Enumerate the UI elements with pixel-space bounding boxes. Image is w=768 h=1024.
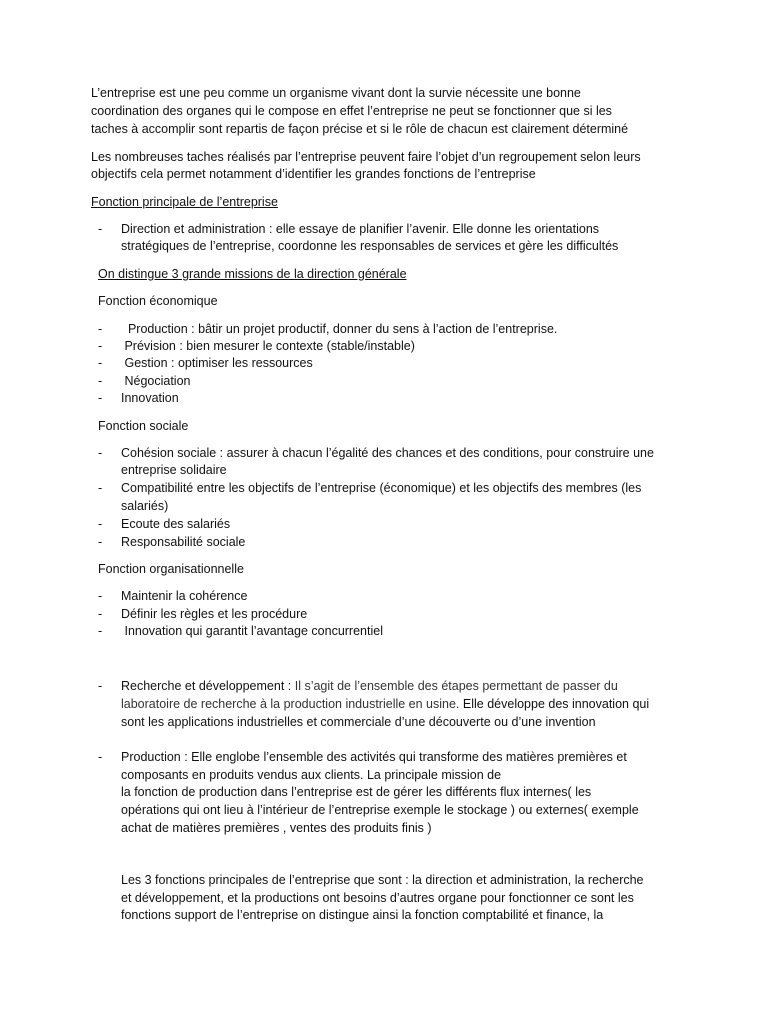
list-item: Négociation — [121, 374, 191, 388]
bullet-dash: - — [98, 481, 103, 495]
text-line: fonctions support de l’entreprise on distingue ainsi la fonction comptabilité et finance, la — [121, 908, 604, 922]
bullet-dash: - — [98, 322, 103, 336]
section-heading: Fonction principale de l’entreprise — [91, 195, 278, 209]
text-line: la fonction de production dans l’entreprise est de gérer les différents flux internes( les — [121, 785, 592, 799]
text-line: L’entreprise est une peu comme un organisme vivant dont la survie nécessite une bonne — [91, 86, 581, 100]
bullet-dash: - — [98, 339, 103, 353]
list-item: Innovation — [121, 391, 179, 405]
bullet-dash: - — [98, 517, 103, 531]
list-item: Définir les règles et les procédure — [121, 607, 308, 621]
bullet-dash: - — [98, 356, 103, 370]
rd-label: Recherche et développement : — [121, 679, 295, 693]
bullet-dash: - — [98, 679, 103, 693]
bullet-dash: - — [98, 446, 103, 460]
text-line: Les 3 fonctions principales de l’entreprise que sont : la direction et administration, la recherche — [121, 873, 644, 887]
list-item-continued: entreprise solidaire — [121, 463, 227, 477]
text-line: opérations qui ont lieu à l’intérieur de l’entreprise exemple le stockage ) ou externes( exemple — [121, 803, 639, 817]
text-line — [121, 696, 649, 713]
list-item-continued: salariés) — [121, 499, 169, 513]
list-item: Responsabilité sociale — [121, 535, 246, 549]
text-line: Direction et administration : elle essaye de planifier l’avenir. Elle donne les orientations — [121, 222, 600, 236]
bullet-dash: - — [98, 391, 103, 405]
rd-definition-cont: laboratoire de recherche à la production industrielle en usine. — [121, 697, 463, 711]
bullet-dash: - — [98, 589, 103, 603]
list-item: Innovation qui garantit l’avantage concurrentiel — [121, 624, 383, 638]
bullet-dash: - — [98, 374, 103, 388]
list-item: Ecoute des salariés — [121, 517, 231, 531]
text-line: sont les applications industrielles et commerciale d’une découverte ou d’une invention — [121, 715, 596, 729]
subsection-title: Fonction organisationnelle — [98, 562, 244, 576]
list-item: Maintenir la cohérence — [121, 589, 248, 603]
bullet-dash: - — [98, 222, 103, 236]
list-item: Gestion : optimiser les ressources — [121, 356, 313, 370]
text-line: coordination des organes qui le compose en effet l’entreprise ne peut se fonctionner que si les — [91, 104, 612, 118]
text-line: composants en produits vendus aux clients. La principale mission de — [121, 768, 502, 782]
list-item: Cohésion sociale : assurer à chacun l’égalité des chances et des conditions, pour construire une — [121, 446, 654, 460]
text-line: et développement, et la productions ont besoins d’autres organe pour fonctionner ce sont les — [121, 891, 634, 905]
subsection-title: Fonction économique — [98, 294, 218, 308]
subsection-title: Fonction sociale — [98, 419, 189, 433]
text-line — [121, 678, 618, 695]
text-line: stratégiques de l’entreprise, coordonne les responsables de services et gère les difficultés — [121, 239, 619, 253]
bullet-dash: - — [98, 535, 103, 549]
list-item: Production : bâtir un projet productif, donner du sens à l’action de l’entreprise. — [121, 322, 558, 336]
text-line: achat de matières premières , ventes des produits finis ) — [121, 821, 432, 835]
rd-text: Elle développe des innovation qui — [462, 697, 650, 711]
bullet-dash: - — [98, 750, 103, 764]
rd-definition: Il s’agit de l’ensemble des étapes permettant de passer du — [294, 679, 618, 693]
text-line: taches à accomplir sont repartis de façon précise et si le rôle de chacun est clairement déterminé — [91, 122, 629, 136]
bullet-dash: - — [98, 624, 103, 638]
section-heading: On distingue 3 grande missions de la direction générale — [98, 267, 407, 281]
bullet-dash: - — [98, 607, 103, 621]
text-line: objectifs cela permet notamment d’identifier les grandes fonctions de l’entreprise — [91, 167, 536, 181]
list-item: Compatibilité entre les objectifs de l’entreprise (économique) et les objectifs des membres (les — [121, 481, 642, 495]
text-line: Production : Elle englobe l’ensemble des activités qui transforme des matières premières et — [121, 750, 627, 764]
list-item: Prévision : bien mesurer le contexte (stable/instable) — [121, 339, 415, 353]
text-line: Les nombreuses taches réalisés par l’entreprise peuvent faire l’objet d’un regroupement selon leurs — [91, 150, 641, 164]
